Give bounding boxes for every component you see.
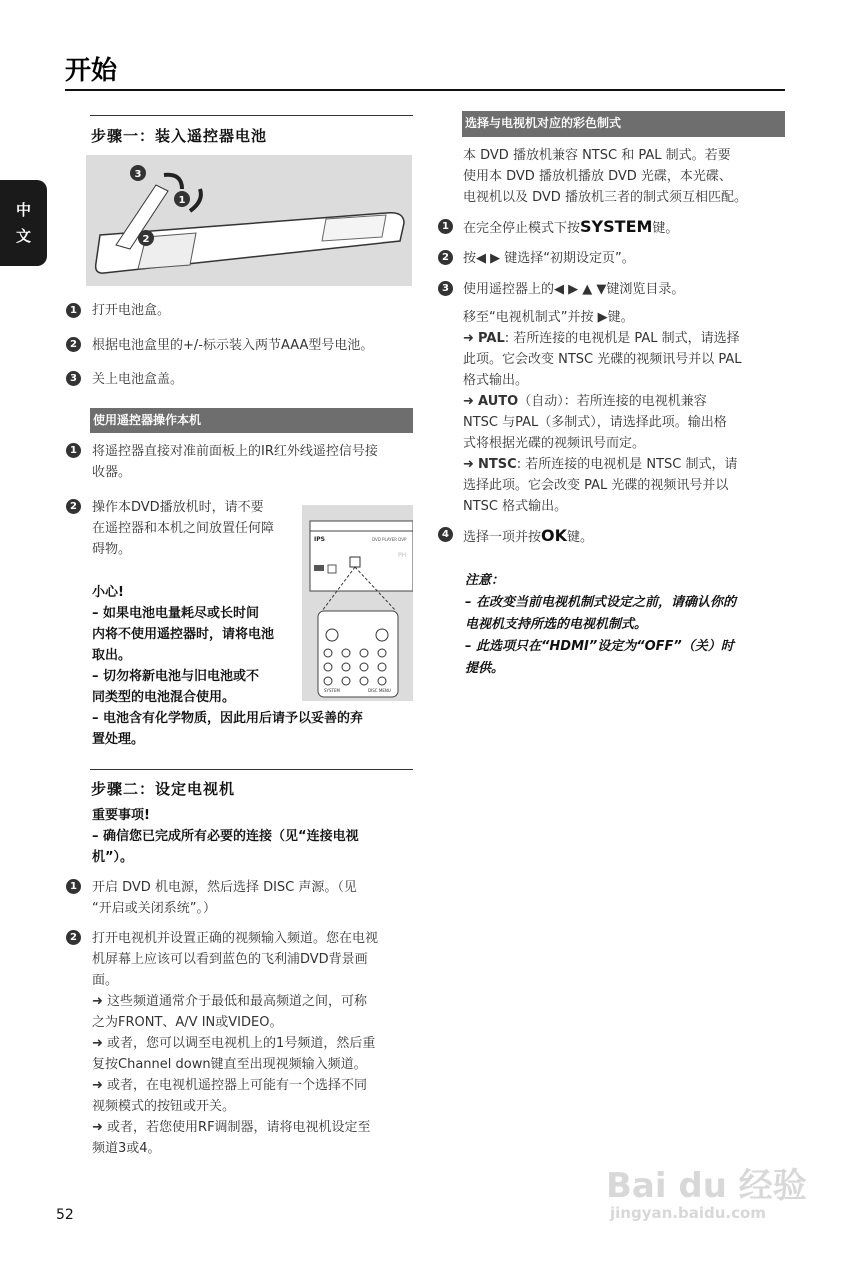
arrow-right-icon: ➜	[92, 994, 103, 1009]
option-ntsc-line: NTSC 格式输出。	[463, 499, 568, 514]
caution-line: 同类型的电池混合使用。	[92, 690, 236, 705]
intro-line: 使用本 DVD 播放机播放 DVD 光碟，本光碟、	[463, 169, 732, 184]
note-line: – 此选项只在“HDMI”设定为“OFF”（关）时	[465, 639, 734, 654]
cs-step-4-pre: 选择一项并按	[463, 530, 542, 545]
step2-note-line: 或者，您可以调至电视机上的1号频道，然后重	[107, 1036, 376, 1051]
remote-label-disc-menu: DISC MENU	[368, 688, 391, 693]
cs-step-3-number: 3	[438, 281, 453, 296]
remote-item-2-line: 操作本DVD播放机时，请不要	[92, 500, 264, 515]
cs-step-2-number: 2	[438, 250, 453, 265]
step2-item-1-line: “开启或关闭系统”。）	[92, 901, 216, 916]
important-line: – 确信您已完成所有必要的连接（见“连接电视	[92, 829, 359, 844]
arrow-right-icon: ➜	[463, 457, 474, 472]
cs-step-4-post: 键。	[567, 530, 594, 545]
remote-battery-illustration	[86, 155, 412, 286]
step1-item-2-number: 2	[66, 337, 81, 352]
important-text	[92, 826, 359, 868]
remote-usage-bar: 使用遥控器操作本机	[90, 408, 413, 433]
cs-step-1-text	[463, 216, 678, 239]
marker-2-label: 2	[142, 234, 150, 245]
caution-text	[92, 603, 363, 750]
step2-note-1	[92, 991, 378, 1012]
option-auto-line: NTSC 与PAL（多制式），请选择此项。输出格	[463, 415, 727, 430]
player-brand: IPS	[314, 536, 325, 543]
step2-item-2-text	[92, 928, 378, 1159]
step1-item-3-text: 关上电池盒盖。	[92, 372, 184, 387]
step1-item-1-number: 1	[66, 303, 81, 318]
step2-note-line: 视频模式的按钮或开关。	[92, 1099, 236, 1114]
arrow-right-icon: ➜	[92, 1120, 103, 1135]
caution-line: – 如果电池电量耗尽或长时间	[92, 606, 260, 621]
title-divider	[65, 89, 785, 91]
step1-divider	[90, 115, 413, 116]
step1-item-1-text: 打开电池盒。	[92, 303, 171, 318]
option-ntsc-line: : 若所连接的电视机是 NTSC 制式，请	[516, 457, 738, 472]
cs-step-1-post: 键。	[652, 221, 679, 236]
arrow-right-icon: ➜	[463, 394, 474, 409]
important-line: 机”）。	[92, 850, 134, 865]
intro-line: 电视机以及 DVD 播放机三者的制式须互相匹配。	[463, 190, 747, 205]
option-pal-line: 此项。它会改变 NTSC 光碟的视频讯号并以 PAL	[463, 352, 742, 367]
step2-note-line: 频道3或4。	[92, 1141, 161, 1156]
color-system-intro	[463, 145, 747, 208]
step2-note-line: 或者，在电视机遥控器上可能有一个选择不同	[107, 1078, 368, 1093]
note-line: 电视机支持所选的电视机制式。	[465, 617, 648, 632]
remote-label-system: SYSTEM	[324, 688, 340, 693]
watermark-logo: Bai du 经验	[606, 1166, 807, 1206]
cs-options-block	[463, 307, 742, 517]
caution-line: 置处理。	[92, 732, 145, 747]
step1-heading: 步骤一：装入遥控器电池	[91, 127, 268, 145]
marker-1-label: 1	[178, 195, 186, 206]
step2-item-1-line: 开启 DVD 机电源，然后选择 DISC 声源。（见	[92, 880, 357, 895]
page-number: 52	[56, 1207, 74, 1223]
marker-3-label: 3	[134, 169, 142, 180]
remote-item-2-text	[92, 497, 274, 560]
step1-item-2-text: 根据电池盒里的+/-标示装入两节AAA型号电池。	[92, 338, 374, 353]
step2-item-1-text	[92, 877, 357, 919]
option-ntsc	[463, 454, 742, 475]
step2-note-4	[92, 1117, 378, 1138]
move-line: 移至“电视机制式”并按 ▶键。	[463, 310, 634, 325]
caution-title: 小心!	[92, 585, 124, 600]
step2-heading: 步骤二：设定电视机	[91, 780, 236, 798]
note-line: – 在改变当前电视机制式设定之前，请确认你的	[465, 595, 737, 610]
remote-item-1-number: 1	[66, 443, 81, 458]
cs-step-2-text: 按◀ ▶ 键选择“初期设定页”。	[463, 251, 635, 266]
step2-item-2-line: 机屏幕上应该可以看到蓝色的飞利浦DVD背景画	[92, 952, 368, 967]
cs-step-4-text	[463, 525, 593, 548]
player-model: DVD PLAYER DVP	[372, 537, 407, 542]
caution-line: – 电池含有化学物质，因此用后请予以妥善的弃	[92, 711, 364, 726]
step2-item-2-number: 2	[66, 930, 81, 945]
step2-note-line: 或者，若您使用RF调制器，请将电视机设定至	[107, 1120, 371, 1135]
note-line: 提供。	[465, 661, 505, 676]
remote-item-1-line: 将遥控器直接对准前面板上的IR红外线遥控信号接	[92, 444, 378, 459]
remote-item-2-number: 2	[66, 499, 81, 514]
option-pal-line: : 若所连接的电视机是 PAL 制式，请选择	[504, 331, 740, 346]
step2-item-1-number: 1	[66, 879, 81, 894]
caution-line: – 切勿将新电池与旧电池或不	[92, 669, 260, 684]
arrow-right-icon: ➜	[92, 1036, 103, 1051]
remote-item-1-text	[92, 441, 378, 483]
step1-item-3-number: 3	[66, 371, 81, 386]
step2-note-3	[92, 1075, 378, 1096]
player-mark: PH	[398, 552, 407, 559]
color-system-bar: 选择与电视机对应的彩色制式	[462, 111, 785, 137]
step2-item-2-line: 面。	[92, 973, 119, 988]
important-title: 重要事项!	[92, 808, 150, 823]
cs-step-1-pre: 在完全停止模式下按	[463, 221, 581, 236]
step2-note-line: 之为FRONT、A/V IN或VIDEO。	[92, 1015, 283, 1030]
note-title: 注意：	[465, 573, 505, 588]
step2-note-line: 复按Channel down键直至出现视频输入频道。	[92, 1057, 367, 1072]
page-title: 开始	[65, 56, 118, 86]
option-ntsc-line: 选择此项。它会改变 PAL 光碟的视频讯号并以	[463, 478, 729, 493]
ok-key-label: OK	[541, 526, 568, 545]
step2-note-2	[92, 1033, 378, 1054]
option-auto-line: 式将根据光碟的视频讯号而定。	[463, 436, 646, 451]
language-tab[interactable]	[0, 180, 47, 266]
step2-divider	[90, 769, 413, 770]
battery-figure	[86, 155, 412, 286]
caution-line: 内将不使用遥控器时，请将电池	[92, 627, 275, 642]
option-auto-line: （自动）：若所连接的电视机兼容	[518, 394, 707, 409]
option-auto-name: AUTO	[478, 394, 519, 409]
remote-item-2-line: 在遥控器和本机之间放置任何障	[92, 521, 275, 536]
option-pal-line: 格式输出。	[463, 373, 529, 388]
caution-line: 取出。	[92, 648, 132, 663]
step2-item-2-line: 打开电视机并设置正确的视频输入频道。您在电视	[92, 931, 379, 946]
watermark-url: jingyan.baidu.com	[610, 1204, 766, 1222]
option-ntsc-name: NTSC	[478, 457, 517, 472]
language-tab-char-2: 文	[15, 227, 31, 245]
option-pal-name: PAL	[478, 331, 505, 346]
remote-item-1-line: 收器。	[92, 465, 132, 480]
arrow-right-icon: ➜	[92, 1078, 103, 1093]
cs-step-4-number: 4	[438, 527, 453, 542]
option-pal	[463, 328, 742, 349]
remote-item-2-line: 碍物。	[92, 542, 132, 557]
step2-note-line: 这些频道通常介于最低和最高频道之间，可称	[107, 994, 368, 1009]
intro-line: 本 DVD 播放机兼容 NTSC 和 PAL 制式。若要	[463, 148, 731, 163]
option-auto	[463, 391, 742, 412]
arrow-right-icon: ➜	[463, 331, 474, 346]
cs-step-1-number: 1	[438, 219, 453, 234]
language-tab-char-1: 中	[15, 201, 31, 219]
note-text	[465, 592, 736, 680]
cs-step-3-text: 使用遥控器上的◀ ▶ ▲ ▼键浏览目录。	[463, 282, 685, 297]
system-key-label: SYSTEM	[580, 217, 653, 236]
